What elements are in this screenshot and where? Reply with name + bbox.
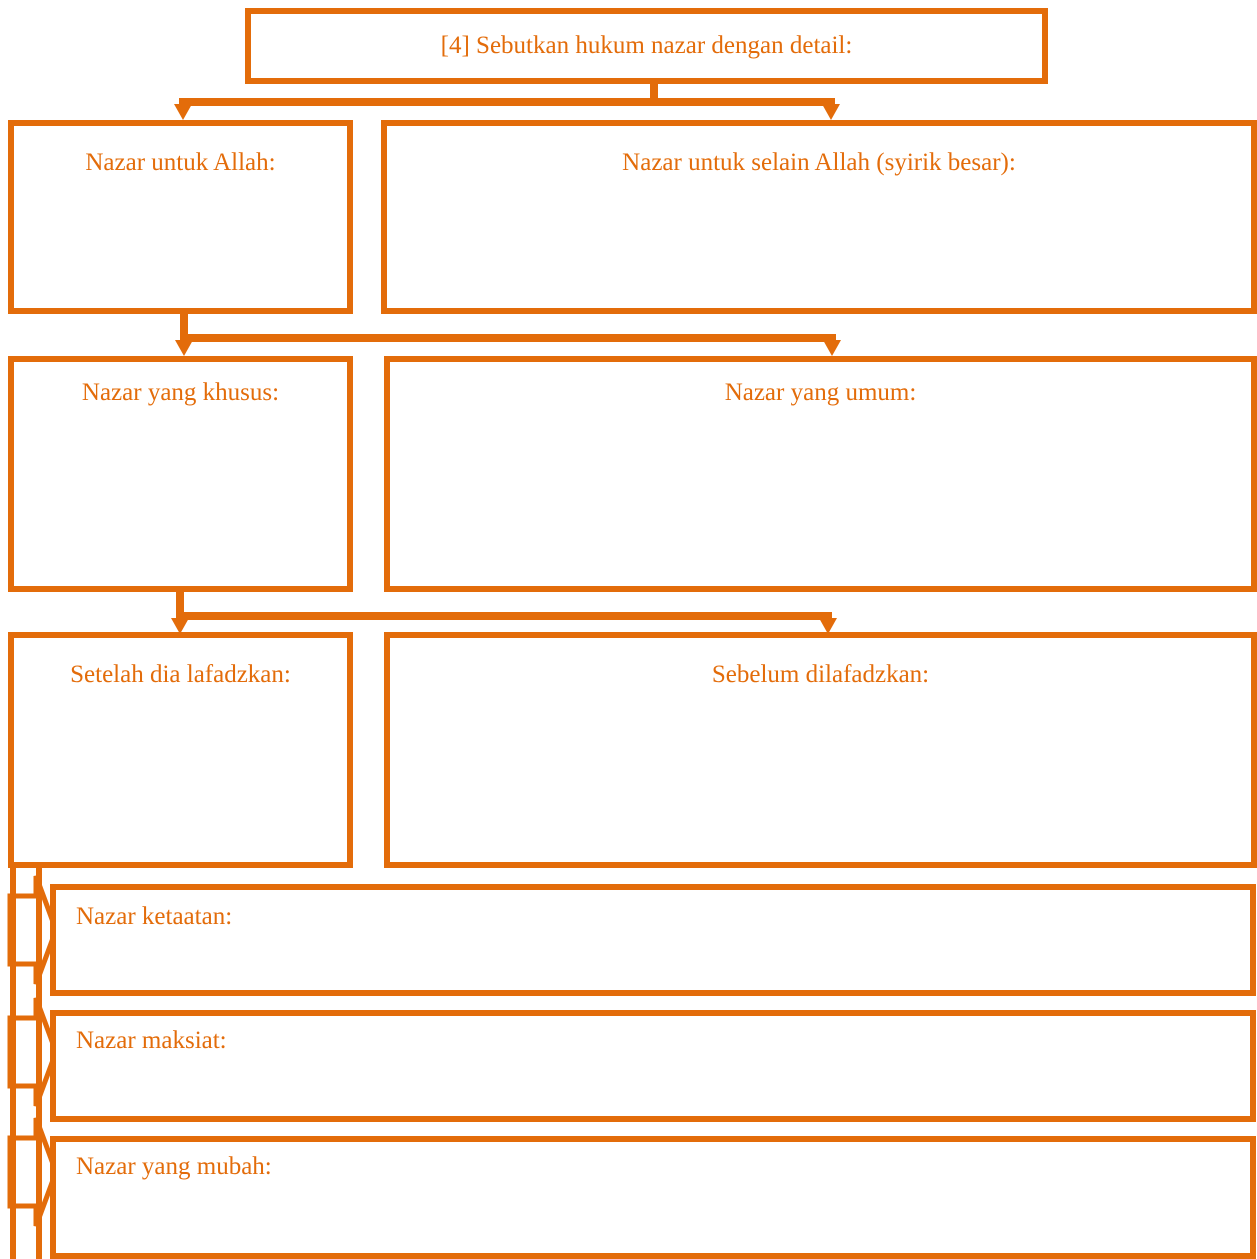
arrow-level1-right	[822, 104, 840, 120]
connector-level2-bar	[180, 334, 836, 342]
label-nazar-maksiat: Nazar maksiat:	[76, 1027, 227, 1054]
box-setelah-dilafadzkan	[8, 632, 353, 868]
label-nazar-untuk-allah: Nazar untuk Allah:	[85, 149, 276, 176]
connector-level1-bar	[179, 98, 835, 106]
connector-level4-rail-inner	[36, 866, 42, 1259]
label-nazar-khusus: Nazar yang khusus:	[81, 379, 280, 406]
label-nazar-ketaatan: Nazar ketaatan:	[76, 903, 233, 930]
title-label: [4] Sebutkan hukum nazar dengan detail:	[440, 32, 853, 59]
box-sebelum-dilafadzkan	[384, 632, 1257, 868]
label-nazar-mubah: Nazar yang mubah:	[76, 1153, 272, 1180]
arrow-level2-right	[823, 340, 841, 356]
label-setelah-dilafadzkan: Setelah dia lafadzkan:	[70, 661, 291, 688]
box-nazar-ketaatan	[50, 884, 1256, 996]
label-nazar-selain-allah: Nazar untuk selain Allah (syirik besar):	[622, 149, 1016, 176]
connector-level3-bar	[176, 612, 832, 620]
box-nazar-khusus	[8, 356, 353, 592]
box-nazar-maksiat	[50, 1010, 1256, 1122]
title-box	[245, 8, 1048, 84]
box-nazar-selain-allah	[381, 120, 1257, 314]
label-sebelum-dilafadzkan: Sebelum dilafadzkan:	[711, 661, 930, 688]
box-nazar-umum	[384, 356, 1257, 592]
arrow-level2-left	[175, 340, 193, 356]
box-nazar-mubah	[50, 1136, 1256, 1259]
box-nazar-untuk-allah	[8, 120, 353, 314]
label-nazar-umum: Nazar yang umum:	[724, 379, 917, 406]
arrow-level1-left	[174, 104, 192, 120]
